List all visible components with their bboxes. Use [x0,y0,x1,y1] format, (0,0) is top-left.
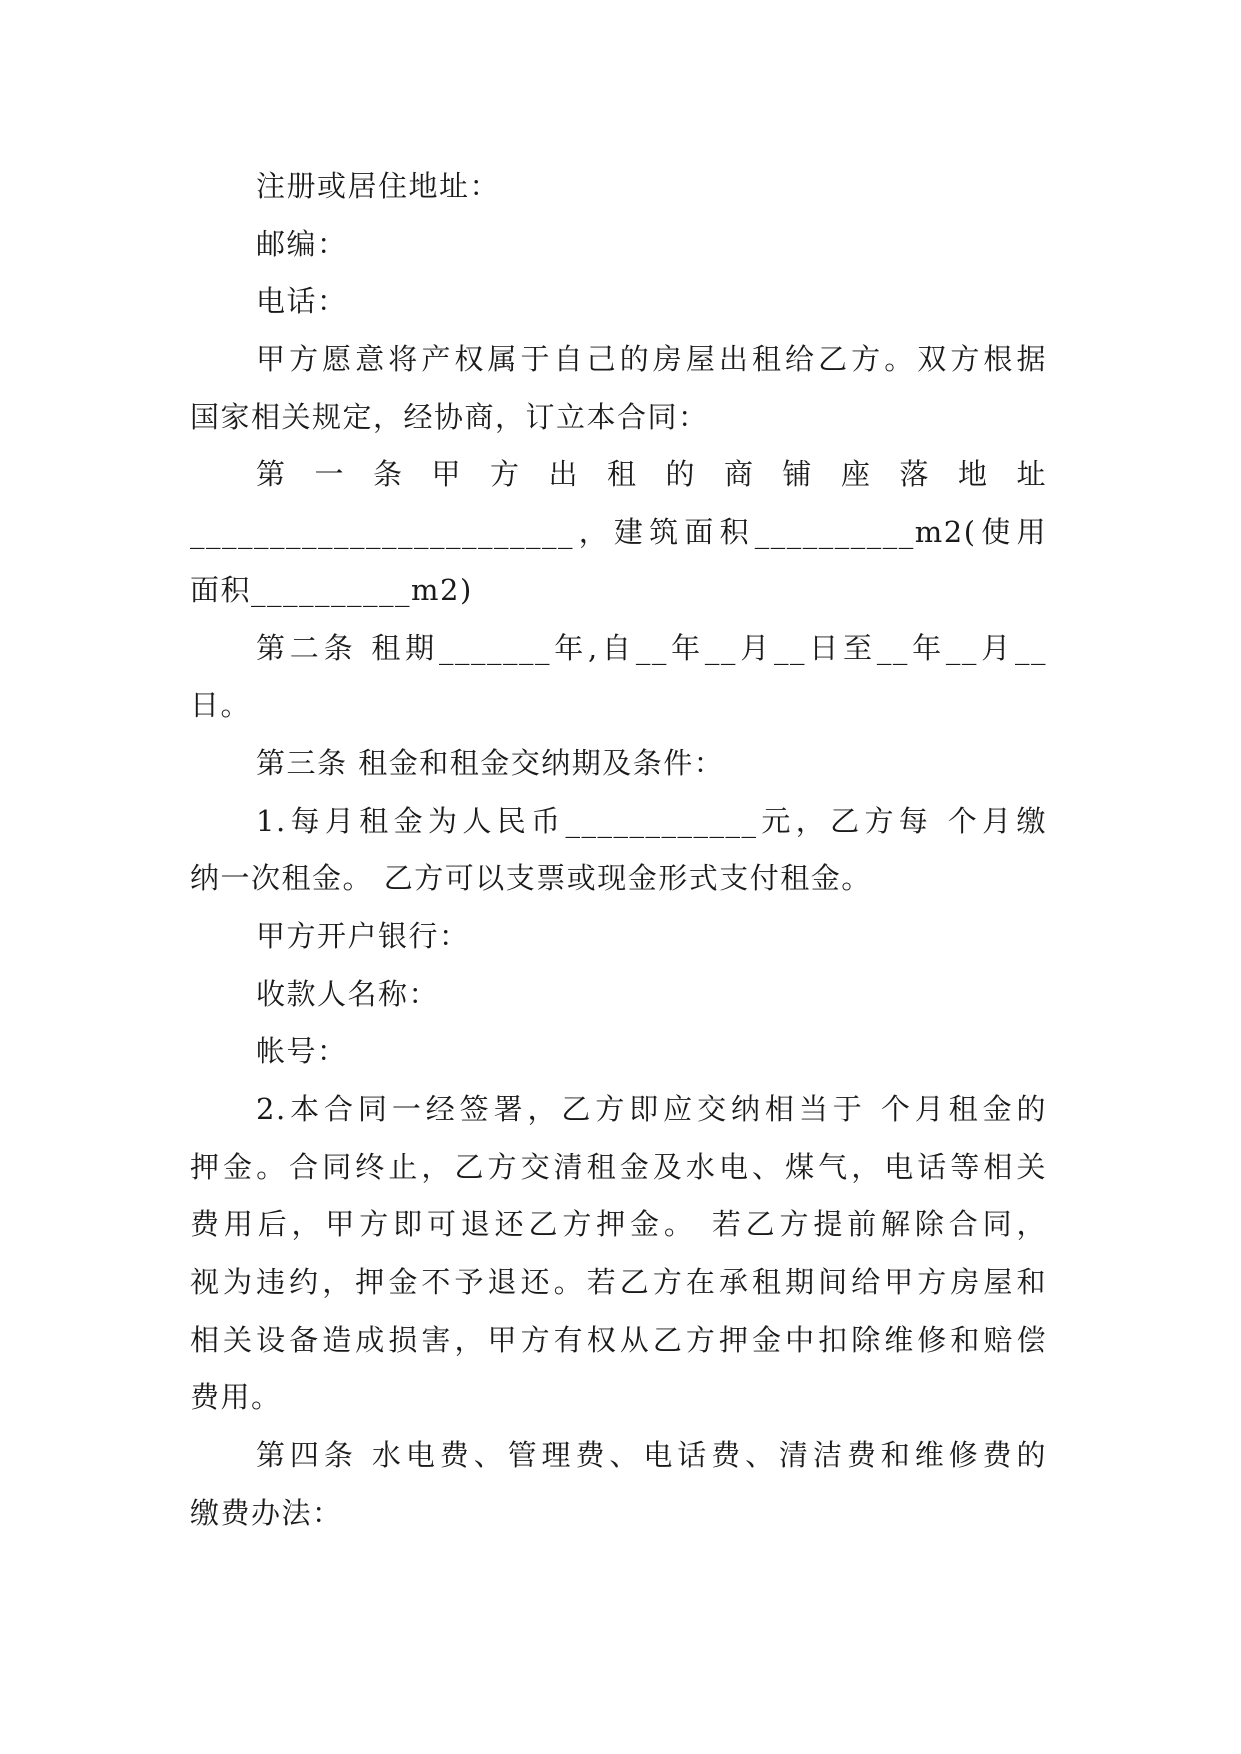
text-line-article-3-item-2-d: 视为违约，押金不予退还。若乙方在承租期间给甲方房屋和 [190,1265,1047,1299]
text-line-article-3-item-1-b: 纳一次租金。 乙方可以支票或现金形式支付租金。 [190,861,872,895]
text-line-article-4-a: 第四条 水电费、管理费、电话费、清洁费和维修费的 [256,1438,1047,1472]
text-line-article-4-b: 缴费办法： [190,1496,343,1530]
text-line-article-1-c: 面积__________m2) [190,573,473,607]
text-line-account: 帐号： [256,1034,348,1068]
text-line-article-1-b: ________________________，建筑面积__________m2(使用 [190,515,1047,549]
text-line-article-3-item-2-c: 费用后，甲方即可退还乙方押金。 若乙方提前解除合同， [190,1207,1047,1241]
text-line-article-3-item-2-f: 费用。 [190,1380,282,1414]
text-line-intro-1: 甲方愿意将产权属于自己的房屋出租给乙方。双方根据 [256,342,1047,376]
text-line-article-2-b: 日。 [190,688,252,722]
text-line-address: 注册或居住地址： [256,169,501,203]
text-line-article-3-title: 第三条 租金和租金交纳期及条件： [256,746,725,780]
text-line-article-1-a: 第 一 条 甲 方 出 租 的 商 铺 座 落 地 址 [256,457,1047,491]
text-line-article-3-item-2-e: 相关设备造成损害，甲方有权从乙方押金中扣除维修和赔偿 [190,1323,1047,1357]
text-line-article-3-item-2-a: 2.本合同一经签署，乙方即应交纳相当于 个月租金的 [256,1092,1047,1126]
text-line-article-3-item-1-a: 1.每月租金为人民币____________元，乙方每 个月缴 [256,804,1047,838]
text-line-article-3-item-2-b: 押金。合同终止，乙方交清租金及水电、煤气，电话等相关 [190,1150,1047,1184]
text-line-postcode: 邮编： [256,227,348,261]
text-line-intro-2: 国家相关规定，经协商，订立本合同： [190,400,709,434]
text-line-bank: 甲方开户银行： [256,919,470,953]
text-line-phone: 电话： [256,284,348,318]
text-line-article-2-a: 第二条 租期_______年,自__年__月__日至__年__月__ [256,631,1047,665]
text-line-payee: 收款人名称： [256,977,440,1011]
